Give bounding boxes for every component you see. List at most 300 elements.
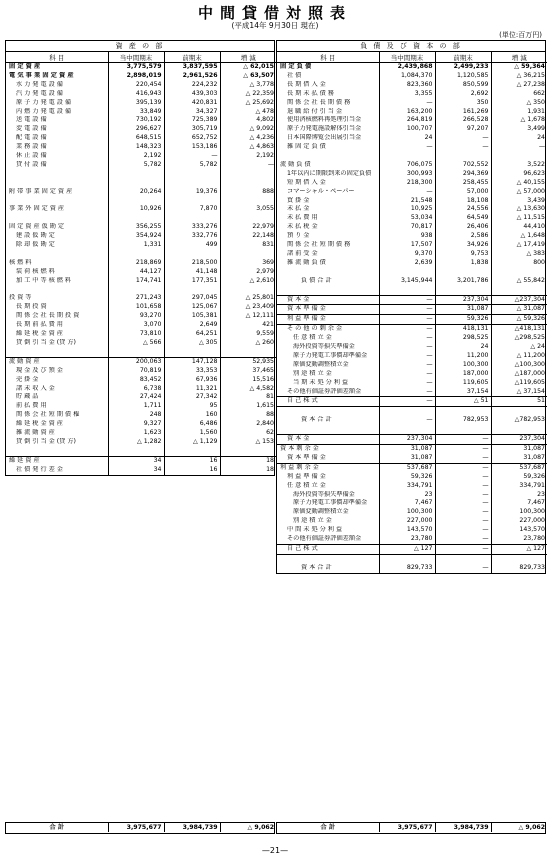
table-row: [277, 388, 547, 397]
row-current: —: [379, 99, 435, 108]
row-previous: —: [435, 517, 491, 526]
row-label: 社 債 発 行 差 金: [16, 465, 63, 473]
row-label: 自 己 株 式: [277, 397, 379, 407]
row-previous: 27,342: [164, 393, 220, 402]
row-label: 雑 固 定 負 債: [287, 143, 326, 151]
row-current: 248: [108, 411, 164, 420]
row-previous: 418,131: [435, 325, 491, 334]
row-previous: 420,831: [164, 99, 220, 108]
row-change: 59,326: [491, 473, 547, 482]
table-row: [277, 435, 547, 445]
row-previous: 153,186: [164, 143, 220, 152]
row-change: △ 11,515: [491, 214, 547, 223]
table-row: [6, 402, 276, 411]
row-previous: [435, 286, 491, 295]
row-change: △782,953: [491, 416, 547, 425]
row-change: △ 37,154: [491, 388, 547, 397]
table-row: [277, 517, 547, 526]
row-change: 829,733: [491, 564, 547, 573]
row-label: 投 資 等: [9, 294, 32, 302]
row-label: [277, 407, 379, 416]
table-row: [6, 286, 276, 295]
row-label: 未 払 税 金: [287, 223, 318, 231]
row-label: 買 掛 金: [287, 196, 310, 204]
row-label: 業 務 設 備: [16, 143, 47, 151]
table-row: [277, 268, 547, 277]
row-previous: —: [435, 564, 491, 573]
row-change: △ 59,364: [491, 63, 547, 72]
row-change: △237,304: [491, 295, 547, 305]
row-change: 831: [220, 241, 276, 250]
row-label: 当 期 未 処 分 利 益: [293, 378, 349, 386]
table-row: [277, 526, 547, 535]
row-current: 1,084,370: [379, 72, 435, 81]
table-row: [6, 72, 276, 81]
row-current: 5,782: [108, 161, 164, 170]
row-previous: 59,326: [435, 315, 491, 325]
table-row: [277, 407, 547, 416]
table-row: [277, 554, 547, 563]
row-previous: 161,269: [435, 108, 491, 117]
table-row: [277, 499, 547, 508]
row-current: 227,000: [379, 517, 435, 526]
row-label: 別 途 積 立 金: [293, 517, 332, 525]
table-row: [277, 125, 547, 134]
row-label: 資 本 金: [277, 435, 379, 445]
row-previous: 305,719: [164, 125, 220, 134]
row-previous: 258,455: [435, 179, 491, 188]
row-change: △ 350: [491, 99, 547, 108]
row-previous: —: [435, 463, 491, 472]
row-current: —: [379, 379, 435, 388]
table-row: [6, 125, 276, 134]
row-current: 93,270: [108, 312, 164, 321]
row-change: 24: [491, 134, 547, 143]
row-current: [108, 197, 164, 206]
row-change: 3,522: [491, 161, 547, 170]
row-current: 34: [108, 466, 164, 475]
row-change: 227,000: [491, 517, 547, 526]
row-current: 70,819: [108, 367, 164, 376]
table-row: [6, 81, 276, 90]
row-label: [277, 425, 379, 434]
table-row: [6, 456, 276, 465]
table-row: [277, 170, 547, 179]
row-label: 変 電 設 備: [16, 125, 47, 133]
row-previous: —: [435, 544, 491, 554]
row-label: 資 本 合 計: [301, 563, 332, 571]
row-label: [6, 447, 108, 456]
table-row: [6, 420, 276, 429]
row-change: △ 11,200: [491, 352, 547, 361]
table-row: [6, 214, 276, 223]
table-row: [277, 161, 547, 170]
table-row: [6, 99, 276, 108]
table-row: [6, 197, 276, 206]
row-previous: 95: [164, 402, 220, 411]
row-current: [108, 179, 164, 188]
row-label: 資 本 準 備 金: [287, 453, 326, 461]
row-previous: —: [435, 444, 491, 453]
row-label: 繰 延 資 産: [6, 456, 108, 465]
row-change: △ 1,678: [491, 116, 547, 125]
row-label: 1年以内に期限到来の固定負債: [287, 169, 372, 177]
table-row: [6, 268, 276, 277]
row-label: その他有価証券評価差額金: [287, 387, 362, 395]
unit-label: (単位:百万円): [499, 31, 542, 39]
row-change: [491, 407, 547, 416]
row-current: 100,300: [379, 508, 435, 517]
row-change: 4,802: [220, 116, 276, 125]
row-previous: 100,300: [435, 361, 491, 370]
row-change: 1,931: [491, 108, 547, 117]
row-current: 148,323: [108, 143, 164, 152]
row-change: 88: [220, 411, 276, 420]
row-label: [277, 554, 379, 563]
row-change: △ 3,778: [220, 81, 276, 90]
table-row: [6, 277, 276, 286]
row-current: 100,707: [379, 125, 435, 134]
row-label: 繰 延 税 金 資 産: [16, 330, 63, 338]
row-current: 2,898,019: [108, 72, 164, 81]
row-previous: 24,556: [435, 205, 491, 214]
row-previous: 332,776: [164, 232, 220, 241]
row-label: 貸 付 設 備: [16, 160, 47, 168]
table-row: [6, 90, 276, 99]
table-row: [277, 508, 547, 517]
row-change: [491, 425, 547, 434]
row-change: 44,410: [491, 223, 547, 232]
row-current: 20,264: [108, 188, 164, 197]
row-current: 2,192: [108, 152, 164, 161]
row-label: [6, 214, 108, 223]
row-current: [379, 407, 435, 416]
table-row: [277, 416, 547, 425]
table-row: [277, 197, 547, 206]
row-label: [6, 170, 108, 179]
row-change: △ 59,326: [491, 315, 547, 325]
row-label: 長 期 投 資: [16, 303, 47, 311]
row-label: 加 工 中 等 核 燃 料: [16, 276, 72, 284]
row-current: [379, 286, 435, 295]
row-change: [220, 286, 276, 295]
row-previous: 64,251: [164, 330, 220, 339]
row-label: コマーシャル・ペーパー: [287, 187, 355, 195]
table-row: [277, 214, 547, 223]
row-current: —: [379, 325, 435, 334]
row-current: 59,326: [379, 473, 435, 482]
table-row: [6, 348, 276, 357]
row-current: △ 566: [108, 339, 164, 348]
row-previous: 652,752: [164, 134, 220, 143]
row-change: △ 63,507: [220, 72, 276, 81]
row-current: [379, 152, 435, 161]
row-previous: 187,000: [435, 370, 491, 379]
row-change: [220, 170, 276, 179]
row-current: 2,639: [379, 259, 435, 268]
row-previous: 2,649: [164, 321, 220, 330]
row-label: 原価変動調整積立金: [293, 360, 349, 368]
row-current: 17,507: [379, 241, 435, 250]
row-change: [220, 348, 276, 357]
row-previous: [164, 170, 220, 179]
row-label: 売 掛 金: [16, 375, 39, 383]
row-change: △ 27,238: [491, 81, 547, 90]
row-current: 53,034: [379, 214, 435, 223]
row-previous: 105,381: [164, 312, 220, 321]
row-previous: 119,605: [435, 379, 491, 388]
row-previous: 11,321: [164, 385, 220, 394]
page-number: —21—: [261, 846, 289, 855]
row-current: 9,370: [379, 250, 435, 259]
row-current: 648,515: [108, 134, 164, 143]
row-previous: [164, 250, 220, 259]
row-current: 218,869: [108, 259, 164, 268]
table-row: [6, 161, 276, 170]
row-label: 任 意 積 立 金: [293, 334, 332, 342]
row-current: —: [379, 361, 435, 370]
row-previous: [435, 425, 491, 434]
row-previous: 9,753: [435, 250, 491, 259]
table-row: [6, 223, 276, 232]
table-row: [277, 108, 547, 117]
row-change: [220, 214, 276, 223]
row-label: 固 定 資 産 仮 勘 定: [9, 223, 65, 231]
row-previous: [435, 268, 491, 277]
assets-total-row: [5, 822, 275, 834]
row-current: 2,439,868: [379, 63, 435, 72]
row-current: 200,063: [108, 357, 164, 366]
row-change: 537,687: [491, 463, 547, 472]
row-label: 利 益 準 備 金: [287, 472, 326, 480]
table-row: [6, 376, 276, 385]
row-current: 83,452: [108, 376, 164, 385]
row-current: 31,087: [379, 454, 435, 463]
row-current: —: [379, 188, 435, 197]
row-current: [108, 170, 164, 179]
row-previous: 7,870: [164, 205, 220, 214]
row-previous: [164, 197, 220, 206]
row-change: 143,570: [491, 526, 547, 535]
row-change: —: [491, 143, 547, 152]
table-row: [6, 143, 276, 152]
row-current: [108, 348, 164, 357]
row-label: 資 本 準 備 金: [277, 305, 379, 315]
row-current: 730,192: [108, 116, 164, 125]
row-label: 休 止 設 備: [16, 152, 47, 160]
row-change: 3,499: [491, 125, 547, 134]
row-label: 内 燃 力 発 電 設 備: [16, 107, 72, 115]
row-current: —: [379, 315, 435, 325]
row-change: 3,055: [220, 205, 276, 214]
table-row: [6, 438, 276, 447]
row-label: 海外投資等損失準備金: [293, 490, 355, 498]
row-change: 421: [220, 321, 276, 330]
row-label: 自 己 株 式: [277, 544, 379, 554]
row-previous: 297,045: [164, 294, 220, 303]
row-label: 固 定 負 債: [280, 63, 312, 70]
row-change: △418,131: [491, 325, 547, 334]
row-change: △100,300: [491, 361, 547, 370]
row-change: △ 17,419: [491, 241, 547, 250]
row-current: 3,070: [108, 321, 164, 330]
row-previous: [435, 554, 491, 563]
row-current: 823,360: [379, 81, 435, 90]
row-current: 10,925: [379, 205, 435, 214]
row-current: 218,300: [379, 179, 435, 188]
row-change: 18: [220, 456, 276, 465]
row-label: [6, 179, 108, 188]
row-current: —: [379, 388, 435, 397]
table-row: [6, 429, 276, 438]
row-previous: 16: [164, 466, 220, 475]
row-change: △187,000: [491, 370, 547, 379]
row-previous: 11,200: [435, 352, 491, 361]
row-change: 1,615: [220, 402, 276, 411]
table-row: [6, 116, 276, 125]
row-current: 3,145,944: [379, 277, 435, 286]
row-previous: 97,207: [435, 125, 491, 134]
col-header-item: 科 目: [6, 52, 108, 63]
row-previous: —: [164, 152, 220, 161]
row-current: 34: [108, 456, 164, 465]
row-change: 18: [220, 466, 276, 475]
row-previous: 26,406: [435, 223, 491, 232]
row-previous: 147,128: [164, 357, 220, 366]
row-label: 諸 未 収 入 金: [16, 384, 55, 392]
row-current: 174,741: [108, 277, 164, 286]
row-current: △ 1,282: [108, 438, 164, 447]
row-previous: 34,926: [435, 241, 491, 250]
table-row: [6, 63, 276, 72]
row-previous: 499: [164, 241, 220, 250]
table-row: [6, 294, 276, 303]
row-change: △ 383: [491, 250, 547, 259]
row-previous: —: [435, 535, 491, 544]
row-change: 800: [491, 259, 547, 268]
total-label: 合 計: [320, 824, 336, 831]
row-label: 核 燃 料: [9, 258, 32, 266]
row-current: 3,775,579: [108, 63, 164, 72]
row-previous: 125,067: [164, 303, 220, 312]
row-previous: 294,369: [435, 170, 491, 179]
row-previous: [164, 447, 220, 456]
row-current: 356,255: [108, 223, 164, 232]
row-label: 固 定 資 産: [9, 63, 41, 70]
row-change: 2,840: [220, 420, 276, 429]
row-current: —: [379, 352, 435, 361]
table-row: [277, 425, 547, 434]
row-previous: 19,376: [164, 188, 220, 197]
row-change: 888: [220, 188, 276, 197]
row-change: △ 12,111: [220, 312, 276, 321]
row-current: 70,817: [379, 223, 435, 232]
row-change: △ 2,610: [220, 277, 276, 286]
assets-panel: [5, 40, 275, 476]
row-previous: 41,148: [164, 268, 220, 277]
table-row: [277, 152, 547, 161]
row-label: [277, 286, 379, 295]
row-current: 24: [379, 134, 435, 143]
row-previous: 2,692: [435, 90, 491, 99]
table-row: [277, 188, 547, 197]
row-label: 原 子 力 発 電 設 備: [16, 98, 72, 106]
row-current: 264,819: [379, 116, 435, 125]
row-label: 資 本 剰 余 金: [277, 444, 379, 453]
row-change: △ 40,155: [491, 179, 547, 188]
row-label: 流 動 負 債: [280, 160, 311, 168]
row-previous: △ 305: [164, 339, 220, 348]
row-current: [108, 286, 164, 295]
row-previous: 298,525: [435, 334, 491, 343]
row-label: 貸 倒 引 当 金 (貸 方): [16, 339, 76, 346]
row-previous: 16: [164, 456, 220, 465]
row-current: 300,993: [379, 170, 435, 179]
liabilities-total-row: [276, 822, 546, 834]
row-previous: 702,552: [435, 161, 491, 170]
row-current: 163,200: [379, 108, 435, 117]
row-previous: [435, 407, 491, 416]
row-previous: 1,838: [435, 259, 491, 268]
table-row: [277, 259, 547, 268]
row-change: 52,935: [220, 357, 276, 366]
row-previous: 57,000: [435, 188, 491, 197]
row-current: 395,139: [108, 99, 164, 108]
row-previous: —: [435, 134, 491, 143]
row-previous: △ 1,129: [164, 438, 220, 447]
row-current: 237,304: [379, 435, 435, 445]
row-current: 220,454: [108, 81, 164, 90]
row-label: 配 電 設 備: [16, 134, 47, 142]
row-change: △ 478: [220, 108, 276, 117]
table-row: [6, 321, 276, 330]
row-previous: 218,500: [164, 259, 220, 268]
row-change: [491, 268, 547, 277]
total-previous: 3,984,739: [435, 823, 491, 832]
row-current: —: [379, 143, 435, 152]
liabilities-table: [277, 52, 547, 573]
row-previous: 266,528: [435, 116, 491, 125]
row-change: —: [220, 161, 276, 170]
table-row: [6, 241, 276, 250]
row-label: [6, 348, 108, 357]
row-current: 101,658: [108, 303, 164, 312]
table-row: [277, 482, 547, 491]
row-label: 雑 流 動 負 債: [287, 258, 326, 266]
row-current: —: [379, 397, 435, 407]
table-row: [6, 179, 276, 188]
row-previous: 160: [164, 411, 220, 420]
table-row: [277, 223, 547, 232]
row-change: [220, 447, 276, 456]
row-change: △ 9,092: [220, 125, 276, 134]
row-previous: 33,353: [164, 367, 220, 376]
table-row: [6, 188, 276, 197]
row-current: [379, 554, 435, 563]
table-row: [277, 72, 547, 81]
page-title: 中間貸借対照表: [197, 4, 352, 22]
row-current: 143,570: [379, 526, 435, 535]
row-label: [277, 152, 379, 161]
row-label: その他有価証券評価差額金: [287, 535, 362, 543]
table-row: [277, 81, 547, 90]
total-change: △ 9,062: [220, 823, 276, 832]
row-change: 662: [491, 90, 547, 99]
row-label: 利 益 剰 余 金: [277, 463, 379, 472]
row-current: 7,467: [379, 499, 435, 508]
table-row: [6, 385, 276, 394]
row-previous: [164, 286, 220, 295]
